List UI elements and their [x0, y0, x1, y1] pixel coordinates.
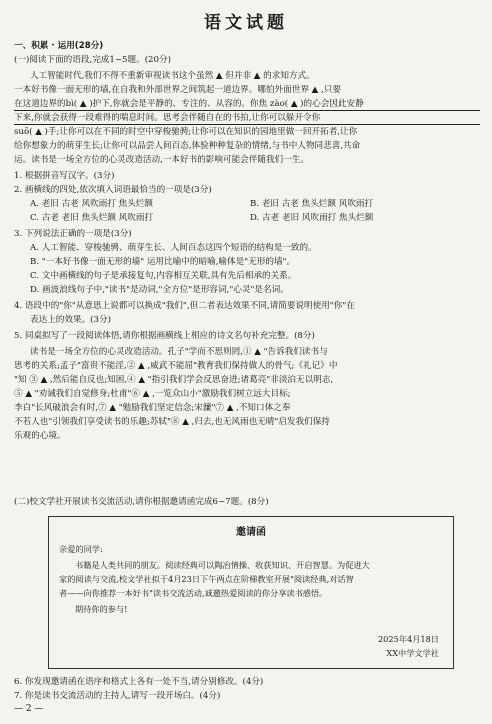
part-intro: (二)校文学社开展读书交流活动,请你根据邀请函完成6~7题。(8分): [14, 497, 269, 507]
question-7: 7. 你是读书交流活动的主持人,请写一段开场白。(4分): [14, 691, 221, 701]
page-number: — 2 —: [14, 704, 44, 714]
section-heading: 一、积累 · 运用(28分): [14, 41, 104, 51]
q2-option-a: A. 老旧 古老 风吹雨打 焦头烂额: [30, 199, 153, 209]
question-1: 1. 根据拼音写汉字。(3分): [14, 171, 115, 181]
passage-line: 在这道边界的bì( ▲ )护下,你就会是平静的、专注的、从容的。你焦 zào( ▲ )的心会因此安静: [14, 98, 480, 111]
question-4-cont: 表达上的效果。(3分): [30, 315, 111, 325]
q3-option-b: B. "一本好书像一面无形的墙" 运用比喻中的暗喻,喻体是"无形的墙"。: [30, 257, 296, 267]
passage-line: suō( ▲ )手;让你可以在不同的时空中穿梭驰骋;让你可以在知识的园地里做一回开拓者,让你: [14, 127, 358, 137]
q5-text-line: 思考的关系;孟子"富贵不能淫,② ▲ ,威武不能屈"教育我们保持做人的骨气;《礼记》中: [14, 361, 338, 371]
question-6: 6. 你发现邀请函在语序和格式上各有一处不当,请分别修改。(4分): [14, 677, 264, 687]
q5-text-line: 李白"长风破浪会有时,⑦ ▲ "勉励我们坚定信念;宋濂"⑦ ▲ ,不知口体之奉: [14, 403, 291, 413]
passage-line: 一本好书像一面无形的墙,在自我和外部世界之间筑起一道边界。哪怕外面世界 ▲ ,只要: [14, 85, 341, 95]
question-2: 2. 画横线的四处,依次填入词语最恰当的一项是(3分): [14, 185, 212, 195]
part-intro: (一)阅读下面的语段,完成1~5题。(20分): [14, 55, 171, 65]
question-5: 5. 同桌拟写了一段阅读体悟,请你根据画横线上相应的诗文名句补充完整。(8分): [14, 331, 315, 341]
q5-text-line: "知 ③ ▲ ,然后能自反也;知困,④ ▲ "指引我们学会反思奋进;诸葛亮"非淡泊无以明志,: [14, 375, 334, 385]
question-3: 3. 下列说法正确的一项是(3分): [14, 229, 132, 239]
q5-text-line: ⑤ ▲ "劝诫我们自觉修身;杜甫"⑥ ▲ ,一览众山小"激励我们树立远大目标;: [14, 389, 291, 399]
question-4: 4. 语段中的"你"从意思上说都可以换成"我们",但二者表达效果不同,请简要说明使用"你"在: [14, 301, 355, 311]
passage-line: 下来,你就会获得一段难得的喘息时间。思考会伴随自在的书拍,让你可以躲开令你: [14, 112, 480, 125]
q3-option-d: D. 画波浪线句子中,"读书"是动词,"全方位"是形容词,"心灵"是名词。: [30, 285, 289, 295]
passage-line: 给你想象力的萌芽生长;让你可以品尝人间百态,体验种种复杂的情绪,与书中人物同悲喜,共命: [14, 141, 361, 151]
invitation-body-line: 家的阅读与交流,校文学社拟于4月23日下午两点在阶梯教室开展"阅读经典,对话智: [59, 574, 354, 584]
invitation-signer: XX中学文学社: [386, 648, 439, 658]
q3-option-a: A. 人工智能、穿梭驰骋、萌芽生长、人间百态这四个短语的结构是一致的。: [30, 243, 317, 253]
invitation-box: [48, 516, 454, 669]
passage-line: 运。读书是一场全方位的心灵改造活动,一本好书的影响可能会伴随我们一生。: [14, 155, 309, 165]
q5-text-line: 乐观的心境。: [14, 431, 66, 441]
q5-text-line: 不若人也"引领我们享受读书的乐趣;苏轼"⑧ ▲ ,归去,也无风雨也无晴"启发我们保持: [14, 417, 330, 427]
invitation-title: 邀请函: [236, 527, 266, 538]
q2-option-c: C. 古老 老旧 焦头烂额 风吹雨打: [30, 213, 154, 223]
q5-text-line: 读书是一场全方位的心灵改造活动。孔子"学而不思则罔,① ▲ "告诉我们读书与: [30, 347, 328, 357]
q2-option-b: B. 老旧 古老 焦头烂额 风吹雨打: [250, 199, 374, 209]
q2-option-d: D. 古老 老旧 风吹雨打 焦头烂额: [250, 213, 374, 223]
invitation-salutation: 亲爱的同学:: [59, 544, 103, 554]
page-title: 语文试题: [204, 13, 288, 33]
invitation-body-line: 者——向你推荐一本好书"读书交流活动,诚邀热爱阅读的你分享读书感悟。: [59, 588, 328, 598]
invitation-body-line: 书籍是人类共同的朋友。阅读经典可以陶冶情操、收获知识、开启智慧。为促进大: [75, 560, 370, 570]
invitation-closing: 期待你的参与!: [75, 604, 128, 614]
q3-option-c: C. 文中画横线的句子是承接复句,内容相互关联,具有先后相承的关系。: [30, 271, 297, 281]
passage-line: 人工智能时代,我们不得不重新审视读书这个虽然 ▲ 但并非 ▲ 的求知方式。: [30, 71, 315, 81]
invitation-date: 2025年4月18日: [377, 634, 439, 644]
